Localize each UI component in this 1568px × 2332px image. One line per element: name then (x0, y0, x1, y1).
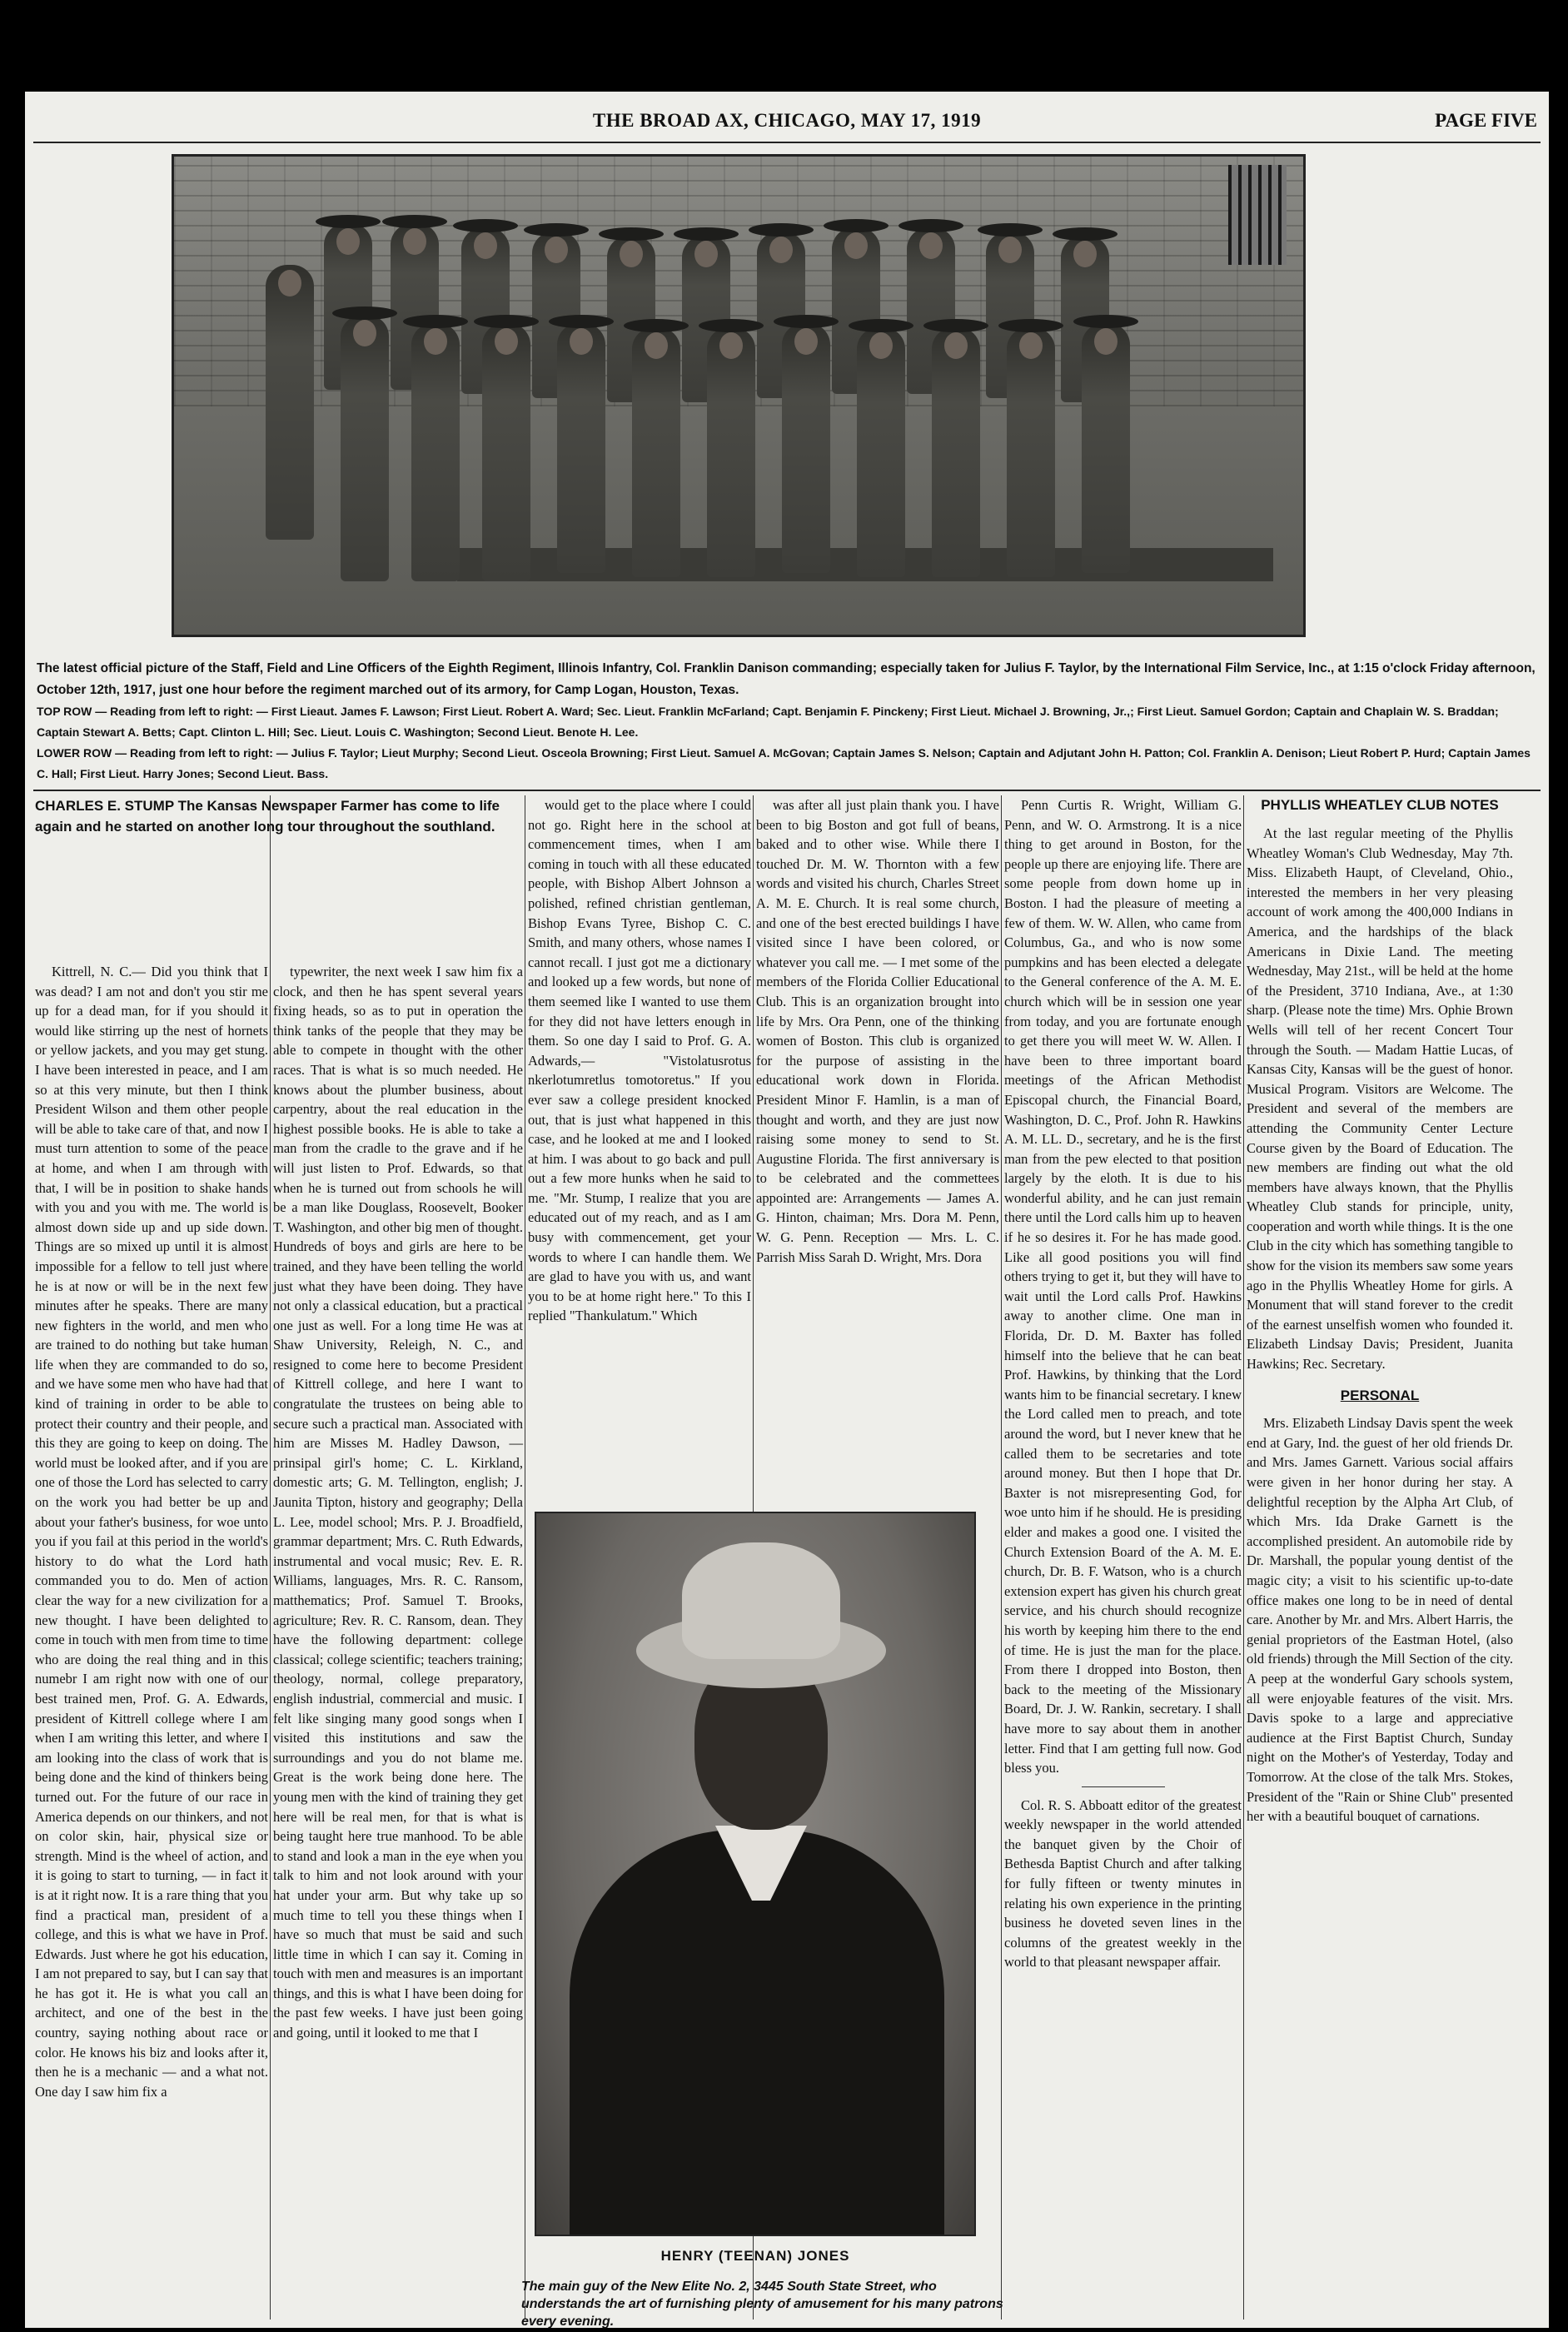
officer-figure (482, 323, 530, 581)
officer-figure (266, 265, 314, 540)
stump-text-col5: Penn Curtis R. Wright, William G. Penn, and W. O. Armstrong. It is a nice thing to get around in Boston, for the people up there are enjoying life. There are some people from down home up in Boston. I had the pleasure of meeting a few of them. W. W. Allen, who came from Columbus, Ga., and who is now some pumpkins and has been elected a delegate to the General conference of the A. M. E. church which will be in session one year from today, and you are fortunate enough to get there you will meet W. W. Allen. I have been to three important board meetings of the African Methodist Episcopal church, the Financial Board, Washington, D. C., Prof. John R. Hawkins A. M. LL. D., secretary, and he is the first man from the pew elected to that position largely by the eloth. It is due to his wonderful ability, and he can just remain there until the Lord calls him up to heaven if he so desires it. For he has made good. Like all good positions you will find others trying to get it, but they will have to wait until the Lord calls Prof. Hawkins away to another clime. One man in Florida, Dr. D. M. Baxter has folled himself into the believe that he can beat Prof. Hawkins, by thinking that the Lord wants him to be financial secretary. I knew the Lord called men to preach, and tote around the word, but I never knew that he called them to be secretaries and tote around money. But then I hope that Dr. Baxter is not misrepresenting God, for woe unto him if he should. He is presiding elder and makes a good one. I visited the Church Extension Board of the A. M. E. church, Dr. B. F. Watson, who is a church extension expert has given his church great service, and his church should recognize his worth by keeping him there to the end of time. He is just the man for the place. From there I dropped into Boston, then back to the meeting of the Missionary Board, Dr. J. W. Rankin, secretary. I shall have more to say about them in another letter. Find that I am getting full now. God bless you. (1004, 797, 1242, 1776)
officer-figure (932, 327, 980, 577)
article-column-3 (528, 795, 751, 1326)
personal-heading: PERSONAL (1340, 1387, 1420, 1403)
abbott-note: Col. R. S. Abboatt editor of the greatest weekly newspaper in the world attended the banquet given by the Choir of Bethesda Baptist Church and after talking for fully fifteen or twenty minutes in relating his own experience in the printing business he doveted seven lines in the columns of the greatest weekly in the world to that pleasant newspaper affair. (1004, 1796, 1242, 1971)
masthead-rule (33, 142, 1541, 143)
officer-figure (557, 323, 605, 573)
newspaper-page (25, 92, 1549, 2328)
caption-lower-row: LOWER ROW — Reading from left to right: — Julius F. Taylor; Lieut Murphy; Second Lieut. Osceola Browning; First Lieut. Samuel A. McGovan; Captain James S. Nelson; Captain and Adjutant John H. Patton; Col. Franklin A. Denison; Lieut Robert P. Hurd; Captain James C. Hall; First Lieut. Harry Jones; Second Lieut. Bass. (37, 746, 1531, 780)
officer-figure (411, 323, 460, 581)
photo-caption (37, 658, 1536, 785)
portrait-block (535, 1512, 976, 2265)
article-column-4 (756, 795, 999, 1267)
stump-text-col2: typewriter, the next week I saw him fix a clock, and then he has spent several years fixing heads, so as to put in operation the think tanks of the people that they may be able to compete in thought with the other races. That is what is so much needed. He knows about the plumber business, about carpentry, about the real education in the highest possible books. He is able to take a man from the cradle to the grave and if he will just listen to Prof. Edwards, so that when he is turned out from schools he will be a man like Douglass, Roosevelt, Booker T. Washington, and other big men of thought. Hundreds of boys and girls are here to be trained, and they have been telling the world just what they have been doing. They have not only a classical education, but a practical one just as well. For a long time He was at Shaw University, Releigh, N. C., and resigned to come here to become President of Kittrell college, and here I want to congratulate the trustees on being able to secure such a practical man. Associated with him are Misses M. Hadley Dawson, — prinsipal girl's home; C. L. Kirkland, domestic arts; G. M. Tellington, english; J. Jaunita Tipton, history and geography; Della L. Lee, model school; Mrs. P. J. Broadfield, grammar department; Mrs. C. Ruth Edwards, instrumental and vocal music; Rev. E. R. Williams, languages, Mrs. R. C. Ransom, matthematics; Prof. Samuel T. Brooks, agriculture; Rev. R. C. Ransom, dean. They have the following department: college classical; college scientific; teachers training; theology, normal, college preparatory, english industrial, commercial and music. I felt like singing many good songs when I visited this institutions and saw the surroundings and you do not blame me. Great is the work being done here. The young men with the kind of training they get here will be real men, for that is what is being taught here true manhood. To be able to stand and look a man in the eye when you talk to him and not look around with your hat under your arm. But why take up so much time to tell you these things when I have so much that must be said and such little time in which I can say it. Coming in touch with men and measures is an important things, and this is what I have been doing for the past few weeks. I have just been going and going, until it looked to me that I (273, 964, 523, 2041)
caption-main: The latest official picture of the Staff, Field and Line Officers of the Eighth Regiment, Illinois Infantry, Col. Franklin Danison commanding; especially taken for Julius F. Taylor, by the International Film Service, Inc., at 1:15 o'clock Friday afternoon, October 12th, 1917, just one hour before the regiment marched out of its armory, for Camp Logan, Houston, Texas. (37, 661, 1536, 697)
club-notes-text: At the last regular meeting of the Phyllis Wheatley Woman's Club Wednesday, May 7th. Miss. Elizabeth Haupt, of Cleveland, Ohio., interested the members in her very pleasing account of work among the 400,000 Indians in America, and the hardships of the black Americans in Dixie Land. The meeting Wednesday, May 21st., will be held at the home of the President, 3710 Indiana, Ave., at 1:30 sharp. (Please note the time) Mrs. Ophie Brown Wells will tell of her recent Concert Tour through the South. — Madam Hattie Lucas, of Kansas City, Kansas will be the guest of honor. Musical Program. Visitors are Welcome. The President and several of the members are attending the Community Center Lecture Course given by the Board of Education. The new members are finding out what the old members have always known, that the Phyllis Wheatley Club stands for principle, unity, cooperation and worth while things. It is the one Club in the city which has something tangible to show for the vision its members saw some years ago in the Phyllis Wheatley Home for girls. A Monument that will stand forever to the credit of the earnest unselfish women who founded it. Elizabeth Lindsay Davis; President, Juanita Hawkins; Rec. Secretary. (1247, 825, 1513, 1373)
officer-figure (707, 327, 755, 577)
masthead-title: THE BROAD AX, CHICAGO, MAY 17, 1919 (592, 110, 982, 131)
divider (1082, 1786, 1165, 1787)
caption-top-row: TOP ROW — Reading from left to right: — First Lieaut. James F. Lawson; First Lieut. Robert A. Ward; Sec. Lieut. Franklin McFarland; Capt. Benjamin F. Pinckeny; First Lieut. Michael J. Browning, Jr.,; First Lieut. Samuel Gordon; Captain and Chaplain W. S. Braddan; Captain Stewart A. Betts; Capt. Clinton L. Hill; Sec. Lieut. Louis C. Washington; Second Lieut. Benote H. Lee. (37, 705, 1499, 739)
officer-figure (782, 323, 830, 573)
club-heading: PHYLLIS WHEATLEY CLUB NOTES (1261, 797, 1499, 813)
column-rule (1243, 795, 1244, 2320)
stump-text-col1: Kittrell, N. C.— Did you think that I was dead? I am not and don't you stir me up for a dead man, for if you should it would like stirring up the nest of hornets or yellow jackets, and you may get stung. I have been interested in peace, and I am so at this very minute, but then I think President Wilson and them other people will be able to take care of that, and now I must turn attention to some of the peace at home, and when I am through with that, I will be in position to shake hands with you and you with me. The world is almost down side up and up side down. Things are so mixed up until it is almost impossible for a fellow to tell just where he is at now or will be in the next few minutes after he speaks. There are many new fighters in the world, and men who are trained to do nothing but take human life when they are commanded to do so, and we have some men who have had that kind of training in order to be able to protect their country and their people, and this they are going to keep on doing. The world must be looked after, and if you are one of those the Lord has selected to carry on the work you had better be up and about your father's business, for woe unto you if you fail at this period in the world's history to do what the Lord hath commanded you to do. Men of action clear the way for a new civilization for a new thought. I have been delighted to come in touch with men from time to time who are doing the real thing and in this numebr I am right now with one of our best trained men, Prof. G. A. Edwards, president of Kittrell college where I am when I am writing this letter, and where I am looking into the class of work that is being done and the kind of thinkers being turned out. For the future of our race in America depends on our thinkers, and not on color skin, hair, physical size or strength. Mind is the wheel of action, and it is going to start to turning, — in fact it is at it right now. It is a rare thing that you find a practical man, president of a college, and this is what we have in Prof. Edwards. Just where he got his education, I am not prepared to say, but I can say that he has got it. He is what you call an architect, and one of the best in the country, saying nothing about race or color. He knows his biz and looks after it, then he is a mechanic — and a what not. One day I saw him fix a (35, 964, 268, 2100)
henry-jones-portrait (535, 1512, 976, 2236)
column-rule (1001, 795, 1002, 2320)
barred-window (1228, 165, 1287, 265)
officer-figure (1007, 327, 1055, 577)
officer-figure (341, 315, 389, 581)
article-column-5 (1004, 795, 1242, 1972)
stump-headline: CHARLES E. STUMP The Kansas Newspaper Farmer has come to life again and he started on another long tour throughout the southland. (35, 798, 500, 835)
personal-text: Mrs. Elizabeth Lindsay Davis spent the week end at Gary, Ind. the guest of her old friends Dr. and Mrs. James Garnett. Various social affairs were given in her honor during her stay. A delightful reception by the Alpha Art Club, of which Mrs. Ida Drake Garnett is the accomplished president. An automobile ride by Dr. Marshall, the popular young dentist of the magic city; a visit to his scientific up-to-date office makes one long to be in need of dental care. Another by Mr. and Mrs. Albert Harris, the genial proprietors of the Eastman Hotel, (also old friends) through the Mill Section of the city. A peep at the wonderful Gary schools system, all were enjoyable features of the visit. Mrs. Davis spoke to a large and appreciative audience at the First Baptist Church, Sunday night on the Mother's of Yesterday, Today and Tomorrow. At the close of the talk Mrs. Stokes, President of the "Rain or Shine Club" presented her with a beautiful bouquet of carnations. (1247, 1415, 1513, 1825)
officer-figure (632, 327, 680, 577)
page-number: PAGE FIVE (1435, 110, 1537, 131)
officer-figure (857, 327, 905, 577)
article-column-6 (1247, 795, 1513, 1826)
portrait-caption: The main guy of the New Elite No. 2, 3445 South State Street, who understands the art of furnishing plenty of amusement for his many patrons every evening. (521, 2280, 1003, 2329)
regiment-officers-photo (172, 154, 1306, 637)
column-rule (270, 795, 271, 2320)
section-rule (33, 790, 1541, 791)
stump-text-col3: would get to the place where I could not go. Right here in the school at commencement times, when I am coming in touch with all these educated people, with Bishop Albert Johnson a polished, refined christian gentleman, Bishop Evans Tyree, Bishop C. C. Smith, and many others, whose names I cannot recall. I just got me a dictionary and looked up a few words, but none of them seemed like I wanted to use them for they did not have letters enough in them. So one day I said to Prof. G. A. Adwards,— "Vistolatusrotus nkerlotumretlus tomotoretus." If you ever saw a college president knocked out, that is just what happened in this case, and he looked at me and I looked at him. I was about to go back and pull out a few more hunks when he said to me. "Mr. Stump, I realize that you are educated out of my reach, and as I am busy with commencement, get your words to where I can handle them. We are glad to have you with us, and want you to be at home right here." To this I replied "Thankulatum." Which (528, 797, 751, 1324)
officer-figure (1082, 323, 1130, 573)
portrait-name: HENRY (TEENAN) JONES (660, 2248, 850, 2264)
masthead (25, 110, 1549, 143)
stump-text-col4: was after all just plain thank you. I have been to big Boston and got full of beans, baked and to other wise. While there I touched Dr. M. W. Thornton with a few words and visited his church, Charles Street A. M. E. Church. It is real some church, and one of the best erected buildings I have visited since I have been colored, or whatever you call me. — I met some of the members of the Florida Collier Educational Club. This is an organization brought into life by Mrs. Ora Penn, one of the thinking women of Boston. This club is organized for the purpose of assisting in the educational work down in Florida. President Minor F. Hamlin, is a man of thought and worth, and they are just now raising some money to send to St. Augustine Florida. The first anniversary is to be celebrated and the commettees appointed are: Arrangements — James A. G. Hinton, chaiman; Mrs. Dora M. Penn, W. G. Penn. Reception — Mrs. L. C. Parrish Miss Sarah D. Wright, Mrs. Dora (756, 797, 999, 1265)
